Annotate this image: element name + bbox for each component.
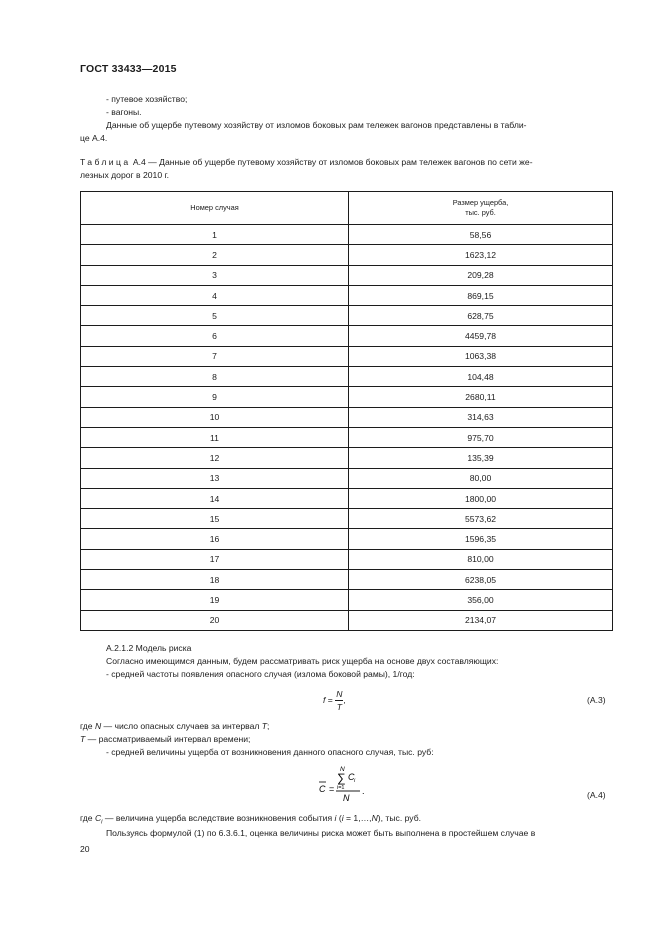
damage-table	[80, 191, 613, 631]
table-row	[81, 610, 613, 630]
table-row	[81, 509, 613, 529]
damage-value-cell: 628,75	[349, 306, 613, 326]
paragraph-line: це А.4.	[80, 133, 108, 143]
definition-text: ), тыс. руб.	[377, 813, 422, 823]
table-row	[81, 225, 613, 245]
damage-value-cell: 135,39	[349, 448, 613, 468]
case-number-cell: 19	[81, 590, 349, 610]
case-number-cell: 16	[81, 529, 349, 549]
case-number-cell: 7	[81, 346, 349, 366]
definition-N: где N — число опасных случаев за интервал T;	[80, 721, 270, 731]
list-item: - средней частоты появления опасного случая (излома боковой рамы), 1/год:	[106, 669, 415, 679]
damage-value-cell: 80,00	[349, 468, 613, 488]
damage-value-cell: 1800,00	[349, 488, 613, 508]
damage-value-cell: 6238,05	[349, 570, 613, 590]
damage-value-cell: 2680,11	[349, 387, 613, 407]
formula-tail: ,	[343, 694, 346, 705]
damage-value-cell: 869,15	[349, 285, 613, 305]
damage-value-cell: 356,00	[349, 590, 613, 610]
table-row	[81, 346, 613, 366]
case-number-cell: 2	[81, 245, 349, 265]
list-item: - вагоны.	[106, 107, 142, 117]
definition-prefix: где	[80, 813, 95, 823]
damage-value-cell: 1596,35	[349, 529, 613, 549]
caption-label: Таблица	[80, 157, 131, 167]
table-row	[81, 306, 613, 326]
table-row	[81, 468, 613, 488]
damage-value-cell: 209,28	[349, 265, 613, 285]
table-caption	[80, 156, 533, 168]
definition-text: — рассматриваемый интервал времени;	[85, 734, 251, 744]
var-C: C	[94, 813, 102, 823]
case-number-cell: 8	[81, 367, 349, 387]
case-number-cell: 6	[81, 326, 349, 346]
paragraph-line: Пользуясь формулой (1) по 6.3.6.1, оценка величины риска может быть выполнена в простейшем случае в	[106, 828, 536, 838]
col-header-case-number: Номер случая	[81, 192, 349, 225]
case-number-cell: 5	[81, 306, 349, 326]
definition-text: — число опасных случаев за интервал	[101, 721, 262, 731]
definition-T	[80, 733, 250, 745]
list-item: - путевое хозяйство;	[106, 94, 188, 104]
page-number: 20	[80, 844, 90, 854]
damage-value-cell: 1623,12	[349, 245, 613, 265]
col-header-damage-line1: Размер ущерба,	[452, 198, 509, 207]
case-number-cell: 14	[81, 488, 349, 508]
table-row	[81, 265, 613, 285]
case-number-cell: 3	[81, 265, 349, 285]
table-row	[81, 387, 613, 407]
case-number-cell: 18	[81, 570, 349, 590]
sum-lower-limit: i=1	[337, 785, 345, 791]
var-N: N	[94, 721, 102, 731]
paragraph-line: Согласно имеющимся данным, будем рассматривать риск ущерба на основе двух составляющих:	[106, 656, 499, 666]
case-number-cell: 1	[81, 225, 349, 245]
definition-text: = 1,…,	[343, 813, 372, 823]
damage-value-cell: 1063,38	[349, 346, 613, 366]
table-row	[81, 549, 613, 569]
case-number-cell: 17	[81, 549, 349, 569]
col-header-damage-line2: тыс. руб.	[465, 208, 496, 217]
damage-value-cell: 975,70	[349, 427, 613, 447]
damage-value-cell: 104,48	[349, 367, 613, 387]
case-number-cell: 10	[81, 407, 349, 427]
sum-term-subscript: i	[354, 778, 356, 784]
damage-value-cell: 4459,78	[349, 326, 613, 346]
damage-value-cell: 5573,62	[349, 509, 613, 529]
caption-text: А.4 — Данные об ущербе путевому хозяйству от изломов боковых рам тележек вагонов по сети же-	[132, 157, 533, 167]
table-row	[81, 427, 613, 447]
case-number-cell: 4	[81, 285, 349, 305]
formula-frequency	[323, 688, 346, 713]
formula-number: (А.4)	[587, 790, 606, 800]
case-number-cell: 11	[81, 427, 349, 447]
damage-value-cell: 314,63	[349, 407, 613, 427]
var-N: N	[371, 813, 378, 823]
formula-lhs: f	[323, 694, 326, 705]
formula-number: (А.3)	[587, 695, 606, 705]
sum-term: C	[348, 772, 355, 782]
document-code: ГОСТ 33433—2015	[80, 63, 177, 75]
table-row	[81, 326, 613, 346]
formula-eq: =	[327, 694, 333, 705]
case-number-cell: 12	[81, 448, 349, 468]
fraction-denominator: T	[336, 702, 342, 712]
case-number-cell: 13	[81, 468, 349, 488]
table-row	[81, 488, 613, 508]
table-header-row	[81, 192, 613, 225]
var-i: i	[334, 813, 337, 823]
table-row	[81, 407, 613, 427]
table-row	[81, 590, 613, 610]
table-row	[81, 570, 613, 590]
damage-value-cell: 58,56	[349, 225, 613, 245]
table-caption-cont: лезных дорог в 2010 г.	[80, 170, 169, 180]
var-i: i	[341, 813, 344, 823]
table-row	[81, 448, 613, 468]
formula-lhs: C	[319, 784, 326, 794]
formula-tail: .	[362, 786, 365, 796]
sum-upper-limit: N	[340, 766, 345, 773]
formula-mean-damage	[316, 762, 376, 808]
case-number-cell: 15	[81, 509, 349, 529]
case-number-cell: 20	[81, 610, 349, 630]
definition-text: (	[336, 813, 342, 823]
paragraph-line: Данные об ущербе путевому хозяйству от изломов боковых рам тележек вагонов представлены в табли-	[106, 120, 527, 130]
damage-value-cell: 810,00	[349, 549, 613, 569]
fraction-numerator: N	[336, 689, 343, 699]
fraction-denominator: N	[343, 793, 350, 803]
table-row	[81, 245, 613, 265]
formula-eq: =	[329, 784, 335, 794]
var-T: T	[80, 734, 86, 744]
definition-text: — величина ущерба вследствие возникновения события	[102, 813, 335, 823]
table-row	[81, 285, 613, 305]
table-row	[81, 529, 613, 549]
var-T: T	[261, 721, 268, 731]
var-C-subscript: i	[101, 819, 103, 826]
col-header-damage	[349, 192, 613, 225]
table-row	[81, 367, 613, 387]
damage-value-cell: 2134,07	[349, 610, 613, 630]
sum-icon: ∑	[337, 771, 346, 785]
section-title: А.2.1.2 Модель риска	[106, 643, 192, 653]
case-number-cell: 9	[81, 387, 349, 407]
definition-end: ;	[267, 721, 270, 731]
list-item: - средней величины ущерба от возникновения данного опасного случая, тыс. руб:	[106, 747, 434, 757]
